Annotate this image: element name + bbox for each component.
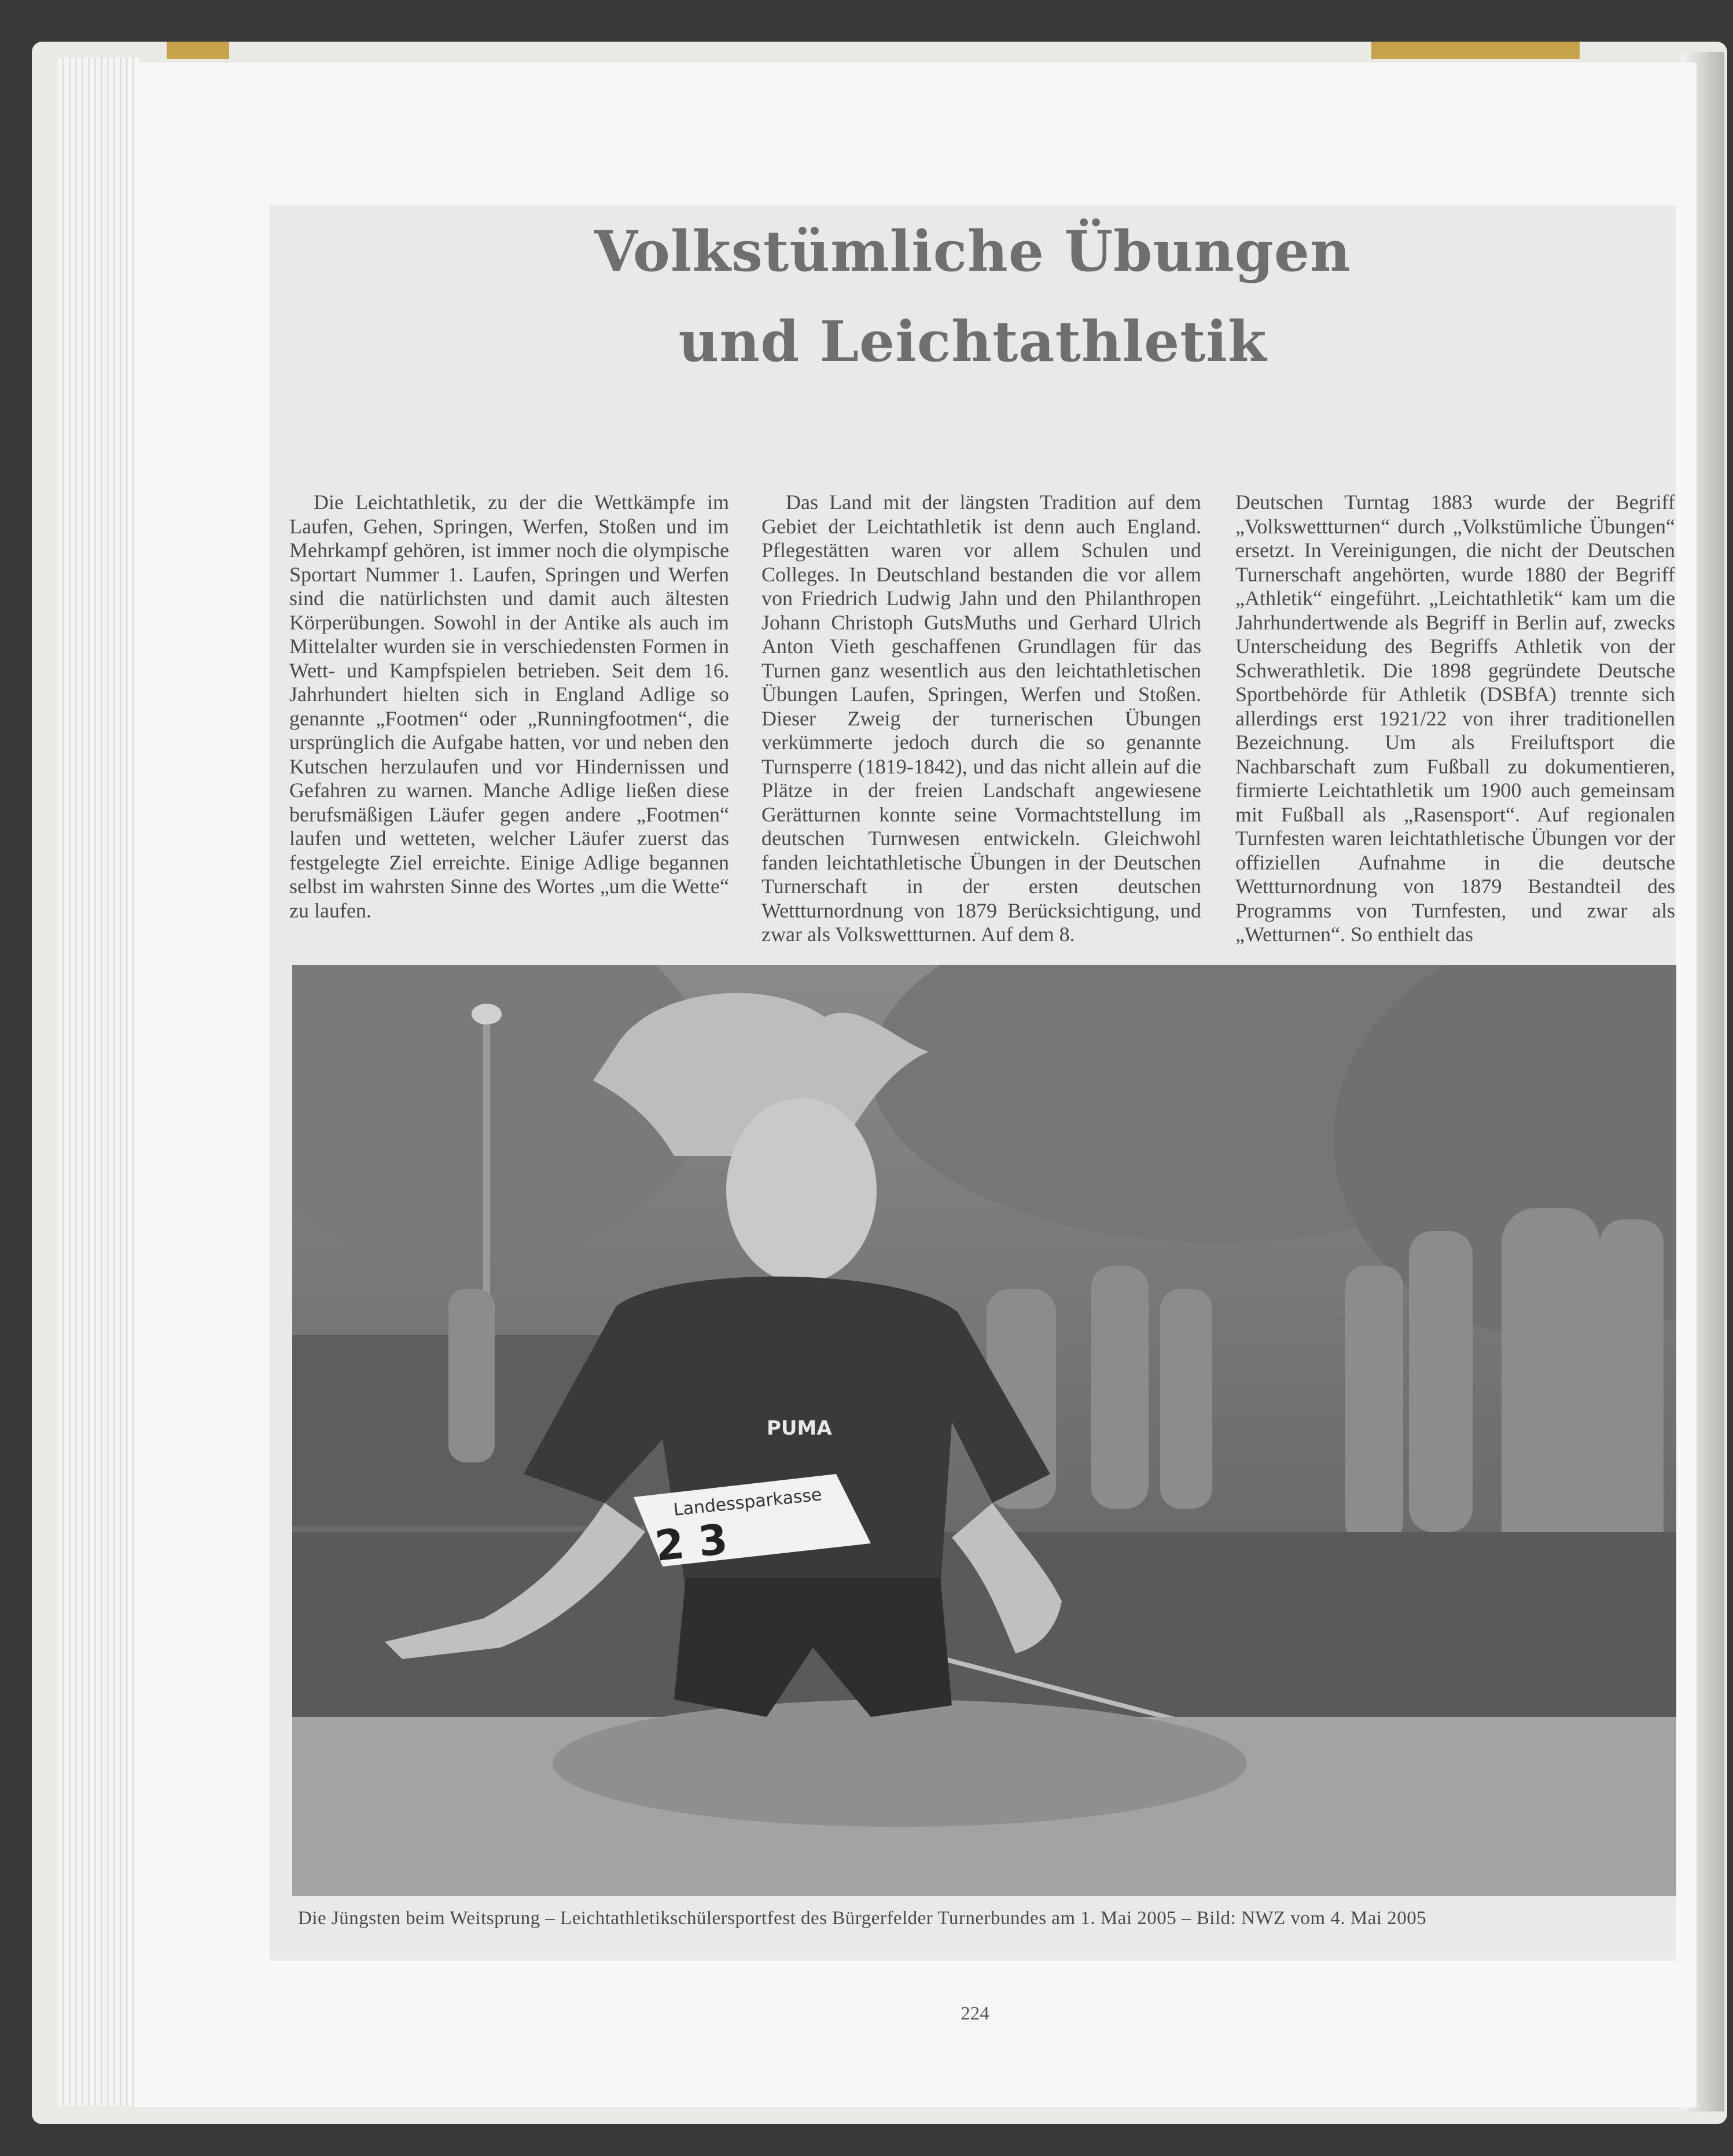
bib-sponsor: Landessparkasse xyxy=(672,1484,823,1520)
page-number: 224 xyxy=(961,2003,989,2024)
long-jump-photo xyxy=(292,965,1676,1896)
text-column-3: Deutschen Turntag 1883 wurde der Begriff „Volkswettturnen“ durch „Volkstümliche Übungen“ ersetzt. In Vereinigungen, die nicht der Deutschen Turnerschaft angehörten, wurde 1880 der Begriff „Athletik“ eingeführt. „Leichtathletik“ kam um die Jahrhundertwende als Begriff in Berlin auf, zwecks Unterscheidung des Begriffs Athletik von der Schwerathletik. Die 1898 gegründete Deutsche Sportbehörde für Athletik (DSBfA) trennte sich allerdings erst 1921/22 von ihrer traditionellen Bezeichnung. Um als Freiluftsport die Nachbarschaft zum Fußball zu dokumentieren, firmierte Leichtathletik um 1900 auch gemeinsam mit Fußball als „Rasensport“. Auf regionalen Turnfesten waren leichtathletische Übungen vor der offiziellen Aufnahme in die deutsche Wettturnordnung von 1879 Bestandteil des Programms von Turnfesten, und zwar als „Wetturnen“. So enthielt das xyxy=(1235,491,1675,946)
shirt-brand: PUMA xyxy=(767,1417,832,1440)
cover-binding-right xyxy=(1371,42,1580,59)
text-column-2: Das Land mit der längsten Tradition auf dem Gebiet der Leichtathletik ist denn auch England. Pflegestätten waren vor allem Schulen und Colleges. In Deutschland bestanden die vor allem von Friedrich Ludwig Jahn und den Philanthropen Johann Christoph GutsMuths und Gerhard Ulrich Anton Vieth geschaffenen Grundlagen für das Turnen ganz wesentlich aus den leichtathletischen Übungen Laufen, Springen, Werfen und Stoßen. Dieser Zweig der turnerischen Übungen verkümmerte jedoch durch die so genannte Turnsperre (1819-1842), und das nicht allein auf die Plätze in der freien Landschaft angewiesene Gerätturnen konnte seine Vormachtstellung im deutschen Turnwesen entwickeln. Gleichwohl fanden leichtathletische Übungen in der Deutschen Turnerschaft in der ersten deutschen Wettturnordnung von 1879 Berücksichtigung, und zwar als Volkswettturnen. Auf dem 8. xyxy=(761,491,1201,946)
photo-caption: Die Jüngsten beim Weitsprung – Leichtathletikschülersportfest des Bürgerfelder Turnerbundes am 1. Mai 2005 – Bild: NWZ vom 4. Mai 2005 xyxy=(298,1908,1427,1929)
photo-illustration xyxy=(292,965,1676,1896)
page-stack-edge xyxy=(58,58,139,2106)
child-face xyxy=(726,1098,877,1283)
article-title-line-1: Volkstümliche Übungen xyxy=(594,219,1351,284)
article-title-line-2: und Leichtathletik xyxy=(678,309,1267,374)
sand-splash xyxy=(553,1700,1247,1827)
bib-number: 2 3 xyxy=(652,1514,730,1571)
cover-binding-left xyxy=(167,42,229,59)
text-column-1: Die Leichtathletik, zu der die Wettkämpfe im Laufen, Gehen, Springen, Werfen, Stoßen und im Mehrkampf gehören, ist immer noch die olympische Sportart Nummer 1. Laufen, Springen und Werfen sind die natürlichsten und damit auch ältesten Körperübungen. Sowohl in der Antike als auch im Mittelalter wurden sie in verschiedensten Formen in Wett- und Kampfspielen betrieben. Seit dem 16. Jahrhundert hielten sich in England Adlige so genannte „Footmen“ oder „Runningfootmen“, die ursprünglich die Aufgabe hatten, vor und neben den Kutschen herzulaufen und vor Hindernissen und Gefahren zu warnen. Manche Adlige ließen diese berufsmäßigen Läufer gegen andere „Footmen“ laufen und wetteten, welcher Läufer zuerst das festgelegte Ziel erreichte. Einige Adlige begannen selbst im wahrsten Sinne des Wortes „um die Wette“ zu laufen. xyxy=(289,491,729,922)
